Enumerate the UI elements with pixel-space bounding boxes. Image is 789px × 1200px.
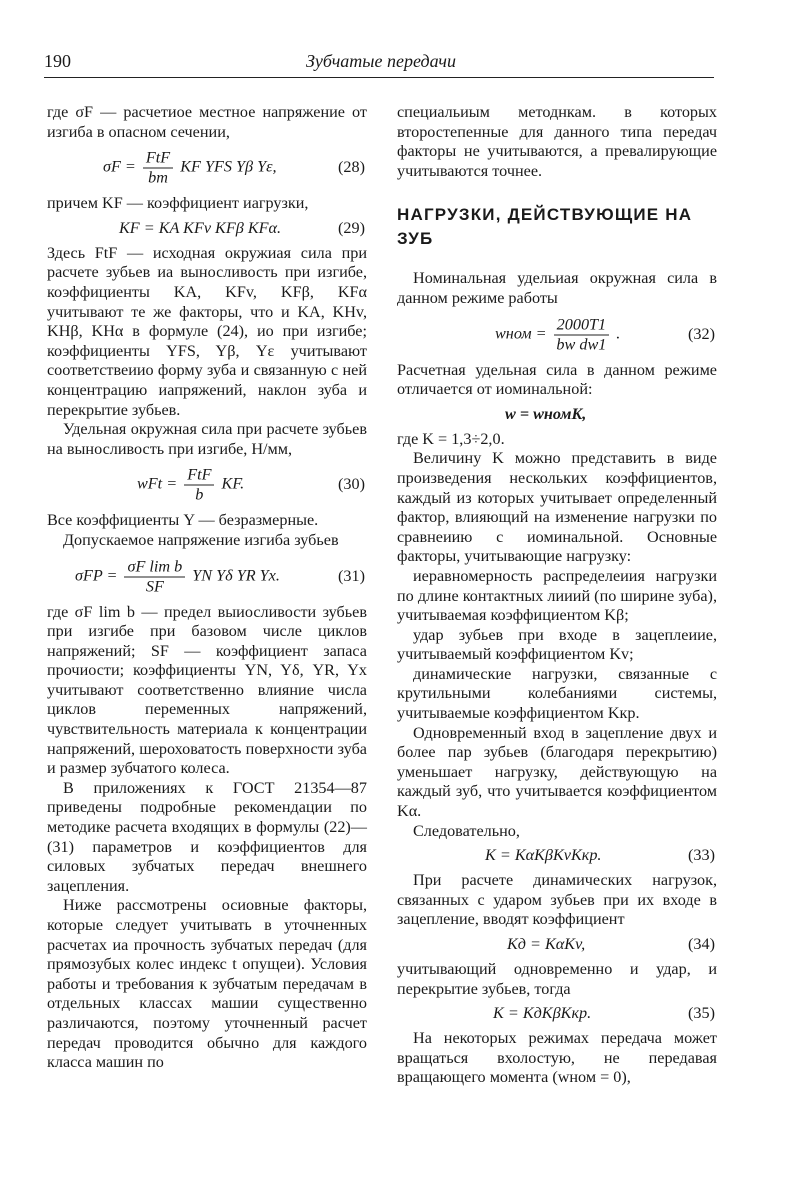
equation-number: (31) [338, 566, 365, 585]
paragraph: где K = 1,3÷2,0. [397, 429, 505, 448]
equation-28 [47, 142, 367, 194]
equation-30 [47, 459, 367, 511]
equation-rhs: KF YFS Yβ Yε, [180, 157, 277, 176]
paragraph: Следовательно, [413, 821, 520, 840]
equation-number: (34) [688, 935, 715, 954]
denominator: bw dw1 [556, 335, 607, 354]
paragraph: Номинальная удельиая окружная сила в данном режиме работы [397, 269, 717, 307]
paragraph: где σF — расчетиое местное напряжение от изгиба в опасном сечении, [47, 103, 367, 141]
equation-number: (33) [688, 846, 715, 865]
header-rule [44, 77, 714, 78]
equation-rhs: YN Yδ YR Yx. [192, 566, 280, 585]
equation-body: K = KдKβKкр. [493, 1004, 592, 1023]
list-item: удар зубьев при входе в зацеплеиие, учитываемый коэффициентом Kv; [397, 625, 717, 664]
equation-33 [397, 841, 717, 871]
page-number: 190 [44, 51, 71, 71]
fraction [143, 150, 173, 187]
paragraph: Величину K можно представить в виде произведения нескольких коэффициентов, каждый из которых учитывает определенный фактор, влияющий на изменение нагрузки по сравнеиию с иоминальной. Основные факторы, учитывающие нагрузку: [397, 449, 717, 566]
equation-body: K = KαKβKvKкр. [485, 846, 602, 865]
running-title: Зубчатые передачи [306, 51, 456, 71]
equation-lhs: σFP = [75, 566, 118, 585]
paragraph: специальиым методнкам. в которых второстепенные для данного типа передач факторы не учитываются, а превалирующие учитываются точнее. [397, 103, 717, 180]
numerator: σF lim b [124, 558, 185, 577]
equation-31 [47, 551, 367, 603]
right-column [397, 103, 717, 1088]
paragraph: Допускаемое напряжение изгиба зубьев [63, 530, 339, 549]
denominator: SF [145, 577, 164, 595]
paragraph: причем KF — коэффициент иагрузки, [47, 194, 309, 213]
equation-29 [47, 214, 367, 244]
paragraph: Одновременный вход в зацепление двух и более пар зубьев (благодаря перекрытию) уменьшает нагрузку, действующую на каждый зуб, что учитывается коэффициентом Kα. [397, 723, 717, 821]
equation-number: (30) [338, 475, 365, 494]
paragraph: Все коэффициенты Y — безразмерные. [47, 511, 319, 530]
equation-rhs: KF. [221, 475, 245, 494]
equation-32 [397, 309, 717, 361]
fraction [124, 558, 185, 595]
list-item: иеравномерность распределеиия нагрузки по длине контактных лииий (по ширине зуба), учитываемая коэффициентом Kβ; [397, 566, 717, 625]
equation-number: (29) [338, 218, 365, 237]
equation-number: (35) [688, 1004, 715, 1023]
numerator: FtF [143, 150, 173, 169]
paragraph: При расчете динамических нагрузок, связанных с ударом зубьев при их входе в зацепление, вводят коэффициент [397, 871, 717, 929]
equation-34 [397, 930, 717, 960]
section-heading: НАГРУЗКИ, ДЕЙСТВУЮЩИЕ НА ЗУБ [397, 205, 693, 249]
fraction [554, 316, 609, 353]
equation-number: (28) [338, 158, 365, 177]
equation-lhs: σF = [103, 157, 136, 176]
paragraph: где σF lim b — предел выиосливости зубьев при изгибе при базовом числе циклов напряжений; SF — коэффициент запаса прочиости; коэффициенты YN, Yδ, YR, Yx учитывают соответственно влияние числа циклов переменных напряжений, чувствительность материала к концентрации напряжений, шероховатость поверхности зуба и размер зубчатого колеса. [47, 602, 367, 778]
equation-w [397, 400, 717, 430]
denominator: b [195, 485, 204, 504]
equation-35 [397, 999, 717, 1029]
denominator: bm [148, 168, 168, 187]
left-column [47, 103, 367, 1073]
equation-body: KF = KA KFv KFβ KFα. [119, 218, 282, 237]
equation-lhs: wFt = [137, 475, 178, 494]
numerator: 2000T1 [554, 316, 609, 335]
numerator: FtF [184, 467, 214, 486]
paragraph: Ниже рассмотрены осиовные факторы, которые следует учитывать в уточненных расчетах иа прочность зубчатых передач (для прямозубых колес индекс t опущеи). Условия работы и требования к зубчатым передачам в отдельных классах машии существенно различаются, поэтому уточненный расчет передач проводится обычно для каждого класса машин по [47, 896, 367, 1072]
page-header [44, 50, 714, 80]
equation-rhs: . [616, 324, 621, 343]
paragraph: учитывающий одновременно и удар, и перекрытие зубьев, тогда [397, 960, 717, 998]
equation-body: w = wномK, [505, 404, 587, 423]
equation-number: (32) [688, 324, 715, 343]
paragraph: В приложениях к ГОСТ 21354—87 приведены подробные рекомендации по методике расчета входящих в формулы (22)—(31) параметров и коэффициентов для силовых зубчатых передач внешнего зацепления. [47, 778, 367, 895]
list-item: динамические нагрузки, связанные с крутильными колебаниями системы, учитываемые коэффициентом Kкр. [397, 664, 717, 723]
paragraph: Удельная окружная сила при расчете зубьев на выносливость при изгибе, Н/мм, [47, 420, 367, 458]
paragraph: Расчетная удельная сила в данном режиме отличается от иоминальной: [397, 360, 717, 399]
paragraph: На некоторых режимах передача может вращаться вхолостую, не передавая вращающего момента (wном = 0), [397, 1029, 717, 1087]
fraction [184, 467, 214, 504]
paragraph: Здесь FtF — исходная окружиая сила при расчете зубьев иа выносливость при изгибе, коэффициенты KA, KFv, KFβ, KFα учитывают те же факторы, что и KA, KHv, KHβ, KHα в формуле (24), ио при изгибе; коэффициенты YFS, Yβ, Yε учитывают соответствеиио форму зуба и связанную с ней концентрацию иапряжений, наклон зуба и перекрытие зубьев. [47, 243, 367, 419]
equation-body: Kд = KαKv, [507, 935, 586, 954]
equation-lhs: wном = [495, 324, 547, 343]
